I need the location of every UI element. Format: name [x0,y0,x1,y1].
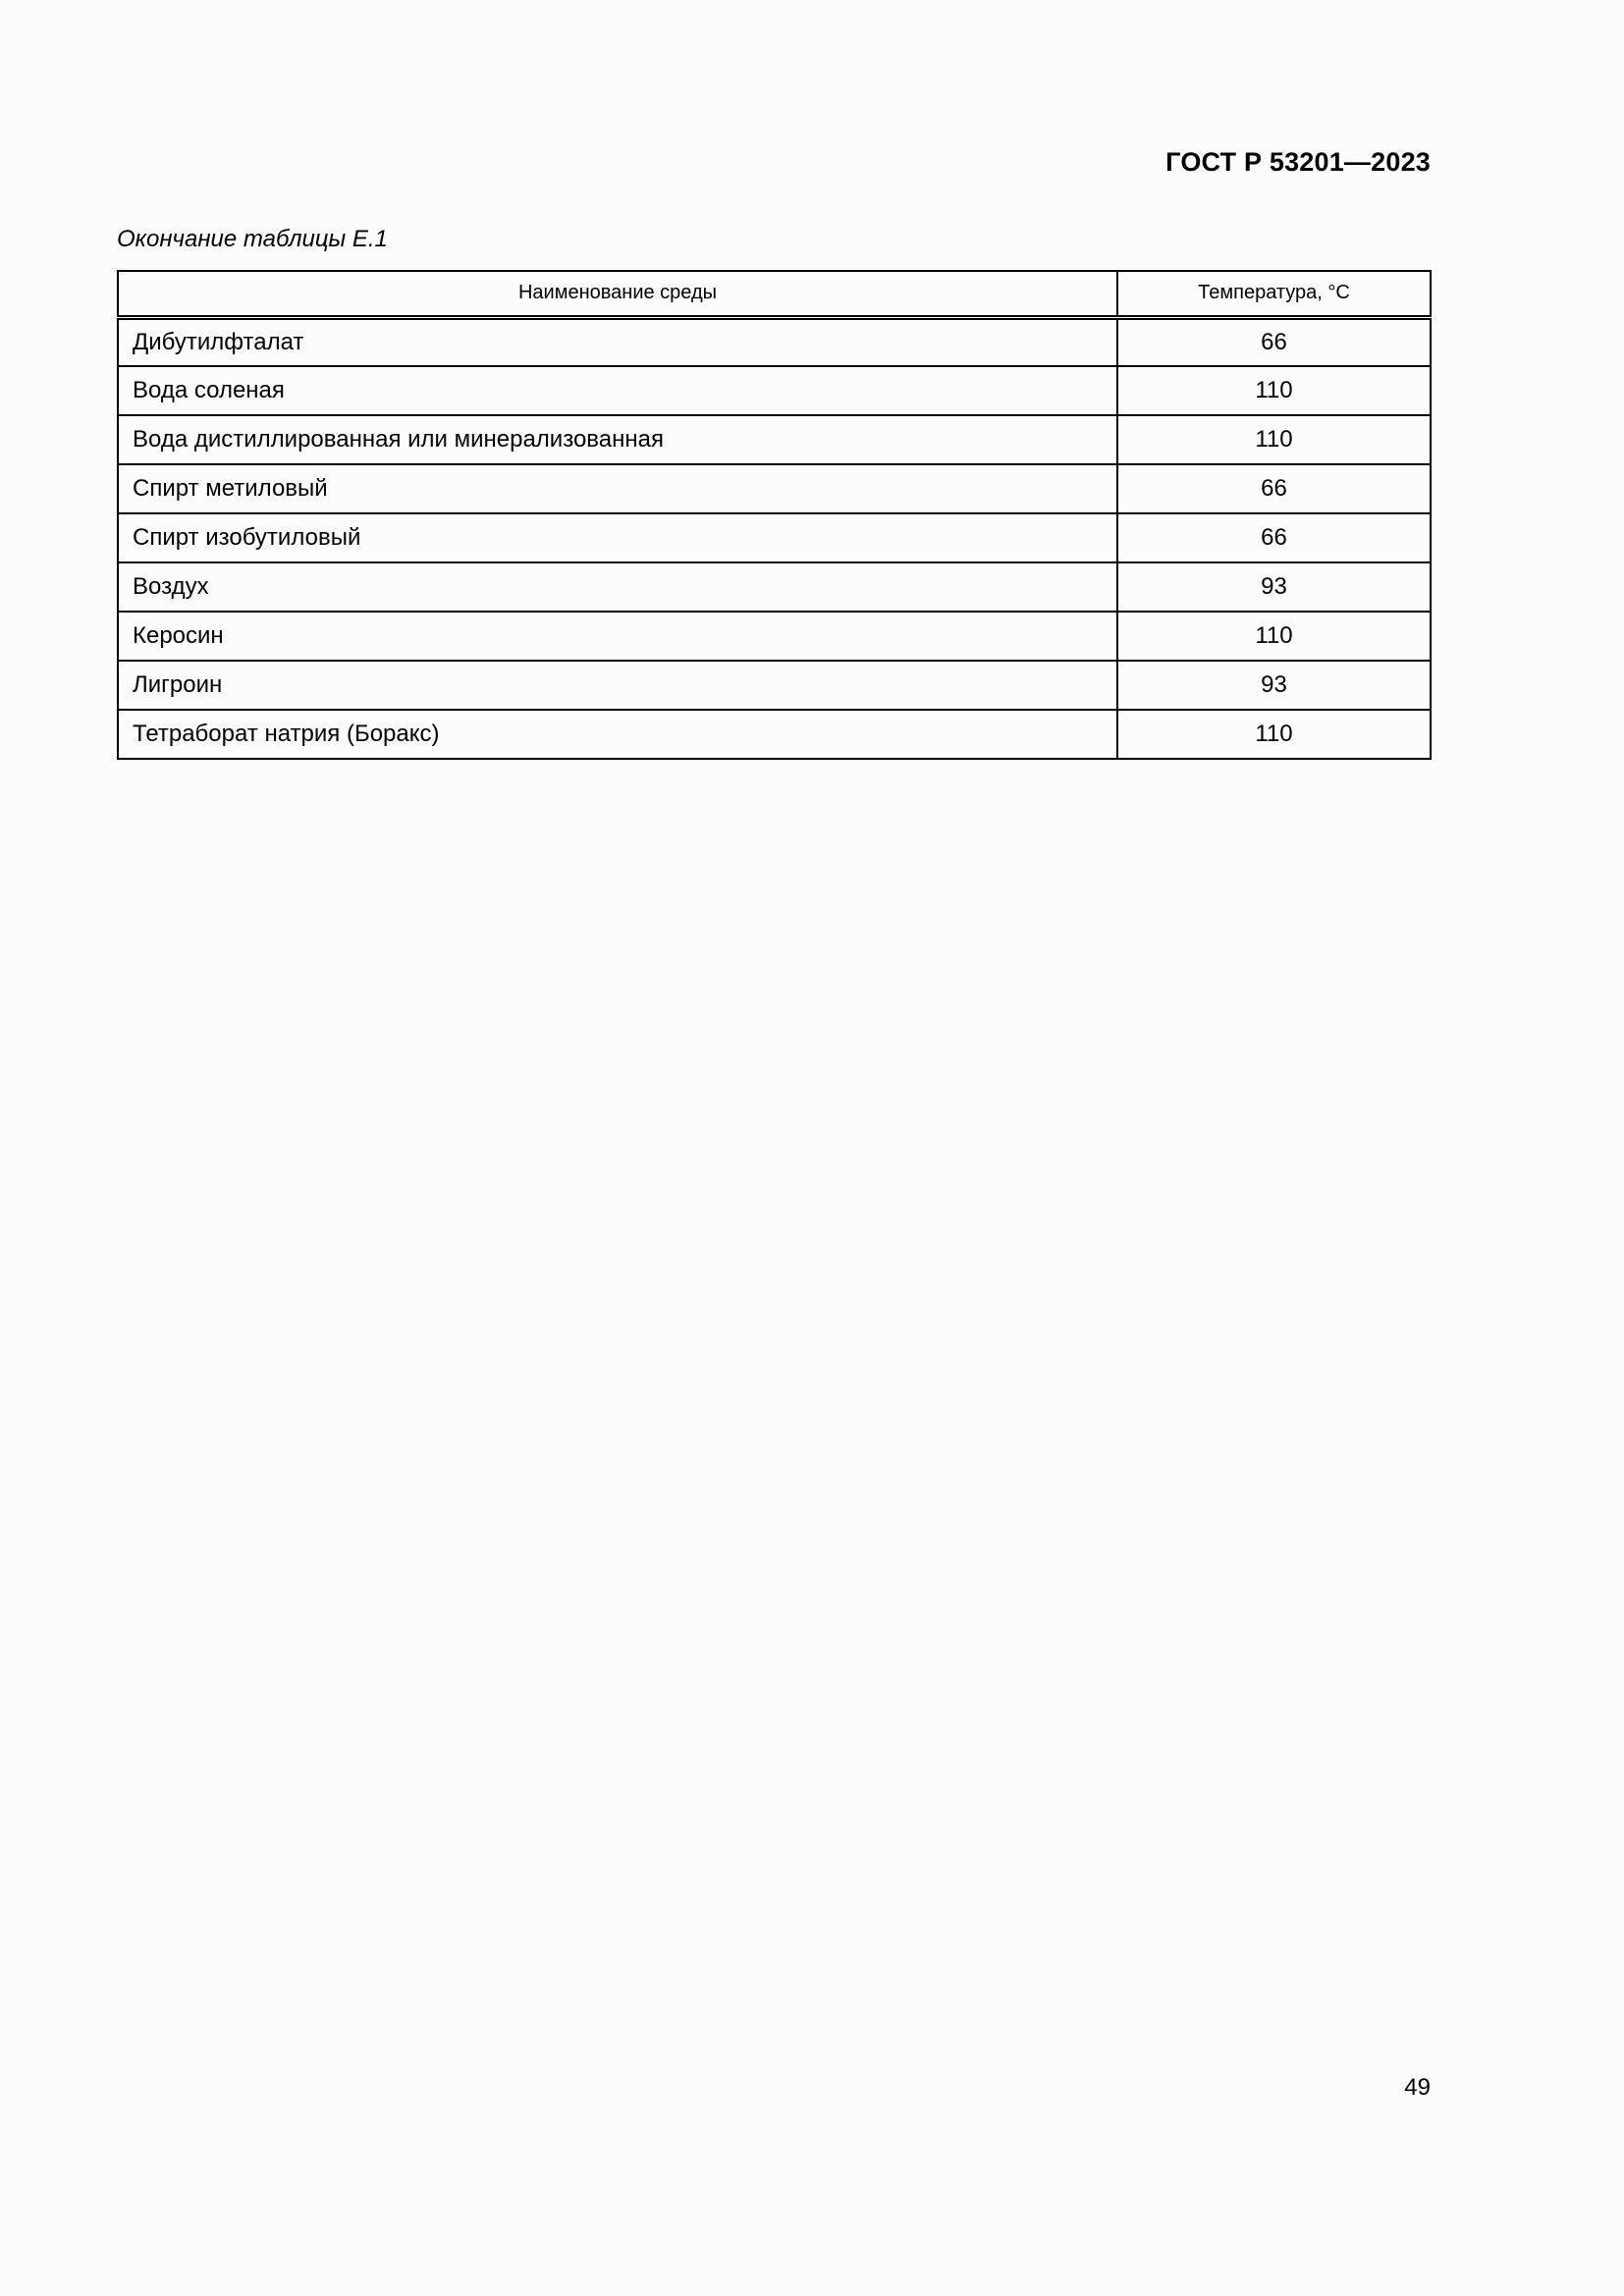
page-number: 49 [1404,2074,1431,2101]
medium-name-cell: Тетраборат натрия (Боракс) [118,710,1117,759]
medium-name-cell: Воздух [118,562,1117,612]
column-header-temperature: Температура, °С [1117,271,1431,317]
medium-name-cell: Спирт изобутиловый [118,513,1117,562]
medium-name-cell: Лигроин [118,661,1117,710]
temperature-cell: 110 [1117,612,1431,661]
temperature-cell: 66 [1117,317,1431,366]
temperature-cell: 66 [1117,513,1431,562]
table-row [118,464,1431,513]
medium-name-cell: Дибутилфталат [118,317,1117,366]
medium-name-cell: Керосин [118,612,1117,661]
medium-name-cell: Спирт метиловый [118,464,1117,513]
table-row [118,366,1431,415]
table-row [118,661,1431,710]
temperature-cell: 93 [1117,562,1431,612]
column-header-medium-name: Наименование среды [118,271,1117,317]
table-row [118,612,1431,661]
temperature-cell: 66 [1117,464,1431,513]
table-row [118,513,1431,562]
temperature-cell: 110 [1117,415,1431,464]
table-header-row [118,271,1431,317]
temperature-cell: 110 [1117,710,1431,759]
medium-name-cell: Вода дистиллированная или минерализованная [118,415,1117,464]
table-row [118,710,1431,759]
table-row [118,415,1431,464]
table-caption: Окончание таблицы Е.1 [117,226,388,252]
table-row [118,562,1431,612]
table-row [118,317,1431,366]
temperature-cell: 93 [1117,661,1431,710]
document-code: ГОСТ Р 53201—2023 [1165,147,1431,177]
temperature-cell: 110 [1117,366,1431,415]
media-temperature-table [117,270,1432,760]
medium-name-cell: Вода соленая [118,366,1117,415]
